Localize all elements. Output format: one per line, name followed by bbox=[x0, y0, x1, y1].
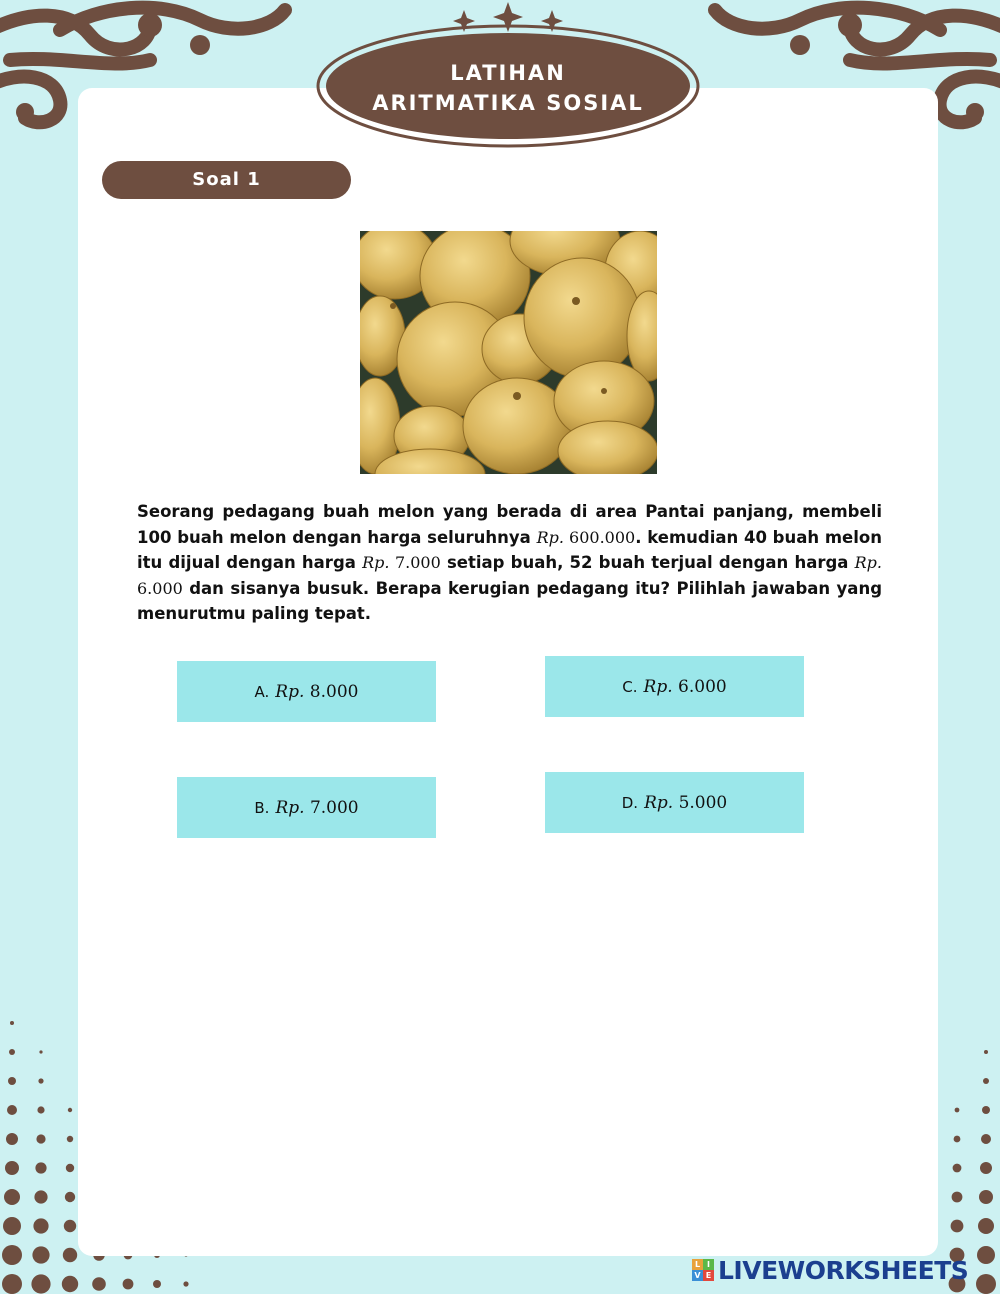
halftone-dot bbox=[3, 1217, 21, 1235]
halftone-dot bbox=[979, 1190, 993, 1204]
halftone-dot bbox=[92, 1277, 106, 1291]
halftone-dot bbox=[32, 1246, 49, 1263]
halftone-dot bbox=[153, 1280, 161, 1288]
question-price-2-value: 7.000 bbox=[394, 553, 441, 572]
halftone-dot bbox=[954, 1136, 961, 1143]
halftone-dot bbox=[2, 1245, 22, 1265]
halftone-dot bbox=[976, 1274, 996, 1294]
option-a-amount: 8.000 bbox=[309, 681, 359, 702]
page-title bbox=[314, 58, 702, 118]
answer-option-b[interactable] bbox=[177, 777, 436, 838]
halftone-dot bbox=[983, 1078, 989, 1084]
halftone-dot bbox=[183, 1281, 188, 1286]
halftone-dot bbox=[981, 1134, 991, 1144]
halftone-dot bbox=[123, 1279, 134, 1290]
question-price-1-value: 600.000 bbox=[569, 527, 636, 547]
halftone-dot bbox=[10, 1021, 14, 1025]
halftone-dot bbox=[31, 1274, 50, 1293]
liveworksheets-logo-icon bbox=[692, 1259, 714, 1281]
logo-letter-e: E bbox=[703, 1270, 714, 1281]
halftone-dot bbox=[66, 1164, 74, 1172]
halftone-dots-right bbox=[930, 984, 1000, 1294]
liveworksheets-brand[interactable] bbox=[692, 1255, 968, 1285]
option-a-letter: A. bbox=[254, 682, 270, 701]
question-price-2 bbox=[362, 553, 441, 572]
question-price-2-currency: Rp. bbox=[362, 553, 390, 572]
halftone-dot bbox=[4, 1189, 20, 1205]
halftone-dot bbox=[36, 1134, 45, 1143]
logo-letter-i: I bbox=[703, 1259, 714, 1270]
title-badge bbox=[314, 20, 702, 148]
option-c-currency: Rp. bbox=[643, 676, 673, 697]
halftone-dot bbox=[64, 1220, 76, 1232]
question-part-2: . kemudian 40 buah melon itu dijual dengan harga bbox=[137, 527, 882, 572]
halftone-dot bbox=[6, 1133, 18, 1145]
halftone-dot bbox=[8, 1077, 16, 1085]
answer-option-c[interactable] bbox=[545, 656, 804, 717]
halftone-dot bbox=[980, 1162, 992, 1174]
halftone-dot bbox=[977, 1246, 995, 1264]
question-price-1-currency: Rp. bbox=[536, 527, 564, 547]
option-a-currency: Rp. bbox=[275, 681, 305, 702]
halftone-dot bbox=[984, 1050, 988, 1054]
question-price-3-value: 6.000 bbox=[137, 578, 183, 598]
halftone-dot bbox=[9, 1049, 15, 1055]
question-price-1 bbox=[537, 528, 636, 547]
halftone-dot bbox=[952, 1192, 963, 1203]
halftone-dot bbox=[37, 1106, 44, 1113]
question-number-label: Soal 1 bbox=[102, 161, 351, 199]
halftone-dot bbox=[955, 1108, 960, 1113]
halftone-dot bbox=[39, 1050, 42, 1053]
title-line-2: ARITMATIKA SOSIAL bbox=[372, 91, 644, 115]
halftone-dot bbox=[62, 1276, 78, 1292]
question-part-3: setiap buah, 52 buah terjual dengan harga bbox=[440, 553, 855, 572]
halftone-dot bbox=[68, 1108, 72, 1112]
halftone-dot bbox=[5, 1161, 19, 1175]
halftone-dot bbox=[63, 1248, 77, 1262]
option-d-amount: 5.000 bbox=[678, 792, 728, 813]
question-part-4: dan sisanya busuk. Berapa kerugian pedagang itu? Pilihlah jawaban yang menurutmu paling tepat. bbox=[137, 578, 882, 623]
question-price-3-currency: Rp. bbox=[854, 553, 882, 572]
question-text bbox=[137, 499, 882, 627]
halftone-dot bbox=[35, 1162, 46, 1173]
answer-option-d[interactable] bbox=[545, 772, 804, 833]
option-b-currency: Rp. bbox=[275, 797, 305, 818]
question-part-1: Seorang pedagang buah melon yang berada di area Pantai panjang, membeli 100 buah melon dengan harga seluruhnya bbox=[137, 502, 882, 547]
halftone-dot bbox=[982, 1106, 990, 1114]
logo-letter-v: V bbox=[692, 1270, 703, 1281]
logo-letter-l: L bbox=[692, 1259, 703, 1270]
option-d-letter: D. bbox=[621, 793, 639, 812]
halftone-dot bbox=[7, 1105, 17, 1115]
option-c-amount: 6.000 bbox=[678, 676, 727, 697]
answer-option-a[interactable] bbox=[177, 661, 436, 722]
halftone-dot bbox=[978, 1218, 994, 1234]
halftone-dot bbox=[33, 1218, 48, 1233]
option-d-currency: Rp. bbox=[644, 792, 674, 813]
halftone-dot bbox=[2, 1274, 22, 1294]
halftone-dot bbox=[34, 1190, 47, 1203]
option-b-letter: B. bbox=[254, 798, 270, 817]
halftone-dot bbox=[38, 1078, 43, 1083]
title-line-1: LATIHAN bbox=[450, 61, 566, 85]
halftone-dot bbox=[951, 1220, 964, 1233]
halftone-dot bbox=[65, 1192, 75, 1202]
option-b-amount: 7.000 bbox=[309, 797, 359, 818]
halftone-dot bbox=[67, 1136, 73, 1142]
halftone-dot bbox=[953, 1164, 962, 1173]
melon-photo bbox=[360, 231, 657, 474]
option-c-letter: C. bbox=[622, 677, 638, 696]
brand-name: LIVEWORKSHEETS bbox=[718, 1255, 969, 1285]
